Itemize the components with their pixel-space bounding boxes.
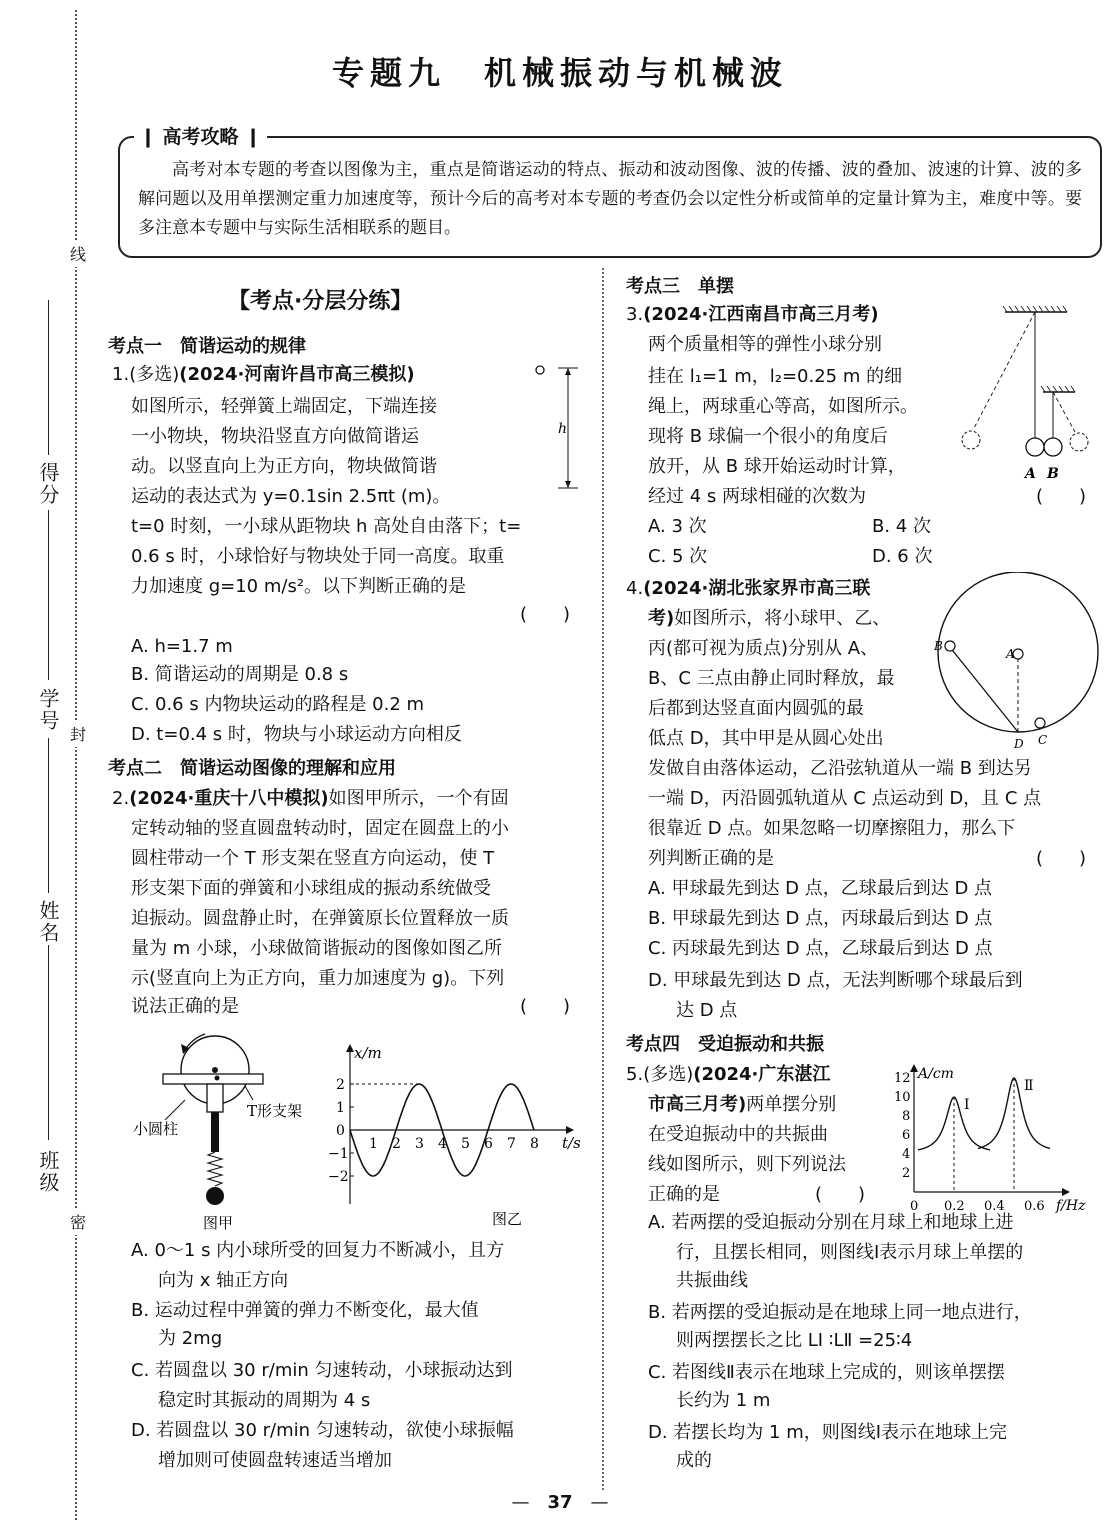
class-field[interactable] xyxy=(48,945,49,1140)
section-heading: 【考点·分层分练】 xyxy=(228,289,413,314)
chart1-xtick-6: 6 xyxy=(484,1136,493,1152)
chart2-ytick-1: 10 xyxy=(894,1090,911,1105)
q5-option-a-2: 行，且摆长相同，则图线Ⅰ表示月球上单摆的 xyxy=(676,1242,1024,1263)
q1-header xyxy=(112,360,415,390)
q4-line-3: B、C 三点由静止同时释放，最 xyxy=(648,668,895,689)
q4-source-2: 考) xyxy=(648,608,675,629)
q4-line-6: 发做自由落体运动，乙沿弦轨道从一端 B 到达另 xyxy=(648,758,1032,779)
q4-num: 4. xyxy=(626,578,644,599)
chart2-ytick-5: 2 xyxy=(902,1166,911,1181)
q1-line-4: 运动的表达式为 y=0.1sin 2.5πt (m)。 xyxy=(131,486,451,507)
name-label: 姓名 xyxy=(36,900,60,944)
q2-fig-a-caption: 图甲 xyxy=(203,1214,234,1232)
q3-header xyxy=(626,300,879,330)
kp4-heading: 考点四 受迫振动和共振 xyxy=(626,1034,824,1055)
id-label: 学号 xyxy=(36,688,60,732)
q4-line-1: 如图所示，将小球甲、乙、 xyxy=(674,608,891,629)
chart2-ytick-0: 12 xyxy=(894,1071,911,1086)
q2-line-7: 示(竖直向上为正方向，重力加速度为 g)。下列 xyxy=(131,968,505,989)
page-number-row xyxy=(0,1492,1120,1513)
q2-answer-blank[interactable]: ( ) xyxy=(520,996,571,1017)
strategy-label-text: 高考攻略 xyxy=(162,126,239,148)
q5-resonance-chart xyxy=(888,1062,1098,1214)
q4-answer-blank[interactable]: ( ) xyxy=(1036,848,1087,869)
chart1-ytick-0: 2 xyxy=(336,1077,345,1093)
chart2-ytick-3: 6 xyxy=(902,1128,911,1143)
chart1-xtick-8: 8 xyxy=(530,1136,539,1152)
q4-line-7: 一端 D，丙沿圆弧轨道从 C 点运动到 D，且 C 点 xyxy=(648,788,1042,809)
kp2-heading: 考点二 简谐运动图像的理解和应用 xyxy=(108,758,396,779)
q5-header xyxy=(626,1060,830,1090)
chart2-ytick-2: 8 xyxy=(902,1109,911,1124)
seal-close-char: 密 xyxy=(70,1208,86,1235)
q4-point-b: B xyxy=(934,639,943,653)
seal-line-char: 线 xyxy=(70,240,86,267)
chart1-ytick-1: 1 xyxy=(336,1100,345,1116)
q1-line-6: 0.6 s 时，小球恰好与物块处于同一高度。取重 xyxy=(131,546,505,567)
q5-source-1: (2024·广东湛江 xyxy=(693,1064,831,1085)
q5-option-a-1[interactable]: A. 若两摆的受迫振动分别在月球上和地球上进 xyxy=(648,1212,1014,1233)
strategy-label: ❙ 高考攻略 ❙ xyxy=(134,122,267,149)
q1-line-3: 动。以竖直向上为正方向，物块做简谐 xyxy=(131,456,437,477)
q4-option-d-2: 达 D 点 xyxy=(676,1000,738,1021)
binding-line xyxy=(75,10,77,1520)
chart2-ylabel: A/cm xyxy=(918,1066,954,1082)
page-dash-right: — xyxy=(590,1492,609,1513)
q2-num: 2. xyxy=(112,788,130,809)
q4-option-c[interactable]: C. 丙球最先到达 D 点，乙球最后到达 D 点 xyxy=(648,938,993,959)
q3-line-4: 现将 B 球偏一个很小的角度后 xyxy=(648,426,888,447)
q5-option-d-2: 成的 xyxy=(676,1450,712,1471)
chart2-xlabel: f/Hz xyxy=(1056,1198,1086,1214)
chart1-ytick-2: 0 xyxy=(336,1123,345,1139)
q2-line-4: 形支架下面的弹簧和小球组成的振动系统做受 xyxy=(131,878,491,899)
chart2-xtick-1: 0.2 xyxy=(944,1199,965,1214)
q1-option-c[interactable]: C. 0.6 s 内物块运动的路程是 0.2 m xyxy=(131,694,425,715)
q3-option-d[interactable]: D. 6 次 xyxy=(872,546,933,567)
q1-source: (2024·河南许昌市高三模拟) xyxy=(179,364,415,385)
chart1-xtick-4: 4 xyxy=(438,1136,447,1152)
page-title: 专题九 机械振动与机械波 xyxy=(331,54,788,92)
q3-option-c[interactable]: C. 5 次 xyxy=(648,546,708,567)
q1-option-d[interactable]: D. t=0.4 s 时，物块与小球运动方向相反 xyxy=(131,724,462,745)
chart1-ylabel: x/m xyxy=(354,1044,382,1062)
chart1-xtick-5: 5 xyxy=(461,1136,470,1152)
chart1-xtick-2: 2 xyxy=(392,1136,401,1152)
q2-line-1: 如图甲所示，一个有固 xyxy=(328,788,509,809)
q2-option-d-2: 增加则可使圆盘转速适当增加 xyxy=(158,1450,392,1471)
q2-line-2: 定转动轴的竖直圆盘转动时，固定在圆盘上的小 xyxy=(131,818,509,839)
q5-line-1-wrap xyxy=(648,1090,836,1120)
q5-line-3: 线如图所示，则下列说法 xyxy=(648,1154,846,1175)
chart2-xtick-2: 0.4 xyxy=(984,1199,1005,1214)
q5-num: 5. xyxy=(626,1064,644,1085)
q4-line-8: 很靠近 D 点。如果忽略一切摩擦阻力，那么下 xyxy=(648,818,1016,839)
q2-option-d-1[interactable]: D. 若圆盘以 30 r/min 匀速转动，欲使小球振幅 xyxy=(131,1420,514,1441)
q5-line-4: 正确的是 xyxy=(648,1184,720,1205)
q1-line-1: 如图所示，轻弹簧上端固定，下端连接 xyxy=(131,396,437,417)
q3-fig-a-label: A xyxy=(1025,466,1036,482)
class-label: 班级 xyxy=(36,1150,60,1194)
q4-option-b[interactable]: B. 甲球最先到达 D 点，丙球最后到达 D 点 xyxy=(648,908,993,929)
chart2-series-label-1: Ⅱ xyxy=(1024,1078,1034,1094)
q4-line-1-wrap xyxy=(648,604,890,634)
chart1-xtick-3: 3 xyxy=(415,1136,424,1152)
q2-fig-cylinder-label: 小圆柱 xyxy=(133,1120,179,1138)
id-field[interactable] xyxy=(48,510,49,680)
q5-option-d-1[interactable]: D. 若摆长均为 1 m，则图线Ⅰ表示在地球上完 xyxy=(648,1422,1008,1443)
name-field[interactable] xyxy=(48,738,49,893)
q5-multi: (多选) xyxy=(643,1064,694,1085)
q5-source-2: 市高三月考) xyxy=(648,1094,747,1115)
q4-point-d: D xyxy=(1014,737,1024,751)
q1-line-2: 一小物块，物块沿竖直方向做简谐运 xyxy=(131,426,419,447)
q3-source: (2024·江西南昌市高三月考) xyxy=(643,304,879,325)
q1-line-7: 力加速度 g=10 m/s²。以下判断正确的是 xyxy=(131,576,467,597)
q4-line-9: 列判断正确的是 xyxy=(648,848,774,869)
q3-option-a[interactable]: A. 3 次 xyxy=(648,516,707,537)
seal-seal-char: 封 xyxy=(70,720,86,747)
q3-option-b[interactable]: B. 4 次 xyxy=(872,516,931,537)
q2-line-3: 圆柱带动一个 T 形支架在竖直方向运动，使 T xyxy=(131,848,495,869)
page-number: 37 xyxy=(547,1492,573,1513)
q2-figure-a xyxy=(125,1030,325,1235)
q4-option-a[interactable]: A. 甲球最先到达 D 点，乙球最后到达 D 点 xyxy=(648,878,993,899)
q2-option-b-1[interactable]: B. 运动过程中弹簧的弹力不断变化，最大值 xyxy=(131,1300,479,1321)
chart1-xtick-1: 1 xyxy=(369,1136,378,1152)
q4-line-4: 后都到达竖直面内圆弧的最 xyxy=(648,698,864,719)
q3-answer-blank[interactable]: ( ) xyxy=(1036,486,1087,507)
q3-line-5: 放开，从 B 球开始运动时计算， xyxy=(648,456,906,477)
q2-figure-b-chart xyxy=(320,1038,590,1238)
q1-spring-figure xyxy=(528,360,598,495)
q2-option-c-2: 稳定时其振动的周期为 4 s xyxy=(158,1390,371,1411)
q4-header xyxy=(626,574,870,604)
q3-num: 3. xyxy=(626,304,644,325)
q1-line-5: t=0 时刻，一小球从距物块 h 高处自由落下；t= xyxy=(131,516,522,537)
q2-option-a-2: 向为 x 轴正方向 xyxy=(158,1270,289,1291)
q2-header xyxy=(112,784,509,814)
q5-answer-blank[interactable]: ( ) xyxy=(815,1184,866,1205)
chart1-xlabel: t/s xyxy=(562,1134,581,1152)
q5-option-c-2: 长约为 1 m xyxy=(676,1390,771,1411)
q5-option-c-1[interactable]: C. 若图线Ⅱ表示在地球上完成的，则该单摆摆 xyxy=(648,1362,1005,1383)
q4-line-2: 丙(都可视为质点)分别从 A、 xyxy=(648,638,879,659)
chart2-xtick-0: 0 xyxy=(910,1199,919,1214)
q3-line-2: 挂在 l₁=1 m，l₂=0.25 m 的细 xyxy=(648,366,903,387)
q4-circle-figure xyxy=(930,572,1100,752)
q1-fig-h-label: h xyxy=(558,421,568,437)
q5-option-b-2: 则两摆摆长之比 LⅠ ∶LⅡ =25∶4 xyxy=(676,1330,913,1351)
score-field[interactable] xyxy=(48,300,49,455)
column-divider xyxy=(602,268,604,1490)
q4-line-5: 低点 D，其中甲是从圆心处出 xyxy=(648,728,884,749)
q2-fig-bracket-label: T形支架 xyxy=(247,1102,303,1120)
chart2-xtick-3: 0.6 xyxy=(1024,1199,1045,1214)
page-dash-left: — xyxy=(511,1492,530,1513)
q5-option-b-1[interactable]: B. 若两摆的受迫振动是在地球上同一地点进行， xyxy=(648,1302,1032,1323)
chart2-ytick-4: 4 xyxy=(902,1147,911,1162)
q5-line-2: 在受迫振动中的共振曲 xyxy=(648,1124,828,1145)
kp3-heading: 考点三 单摆 xyxy=(626,276,734,297)
q1-answer-blank[interactable]: ( ) xyxy=(520,604,571,625)
chart1-xtick-7: 7 xyxy=(507,1136,516,1152)
q2-source: (2024·重庆十八中模拟) xyxy=(129,788,329,809)
q3-pendulum-figure xyxy=(955,300,1105,490)
q3-line-1: 两个质量相等的弹性小球分别 xyxy=(648,334,882,355)
q5-option-a-3: 共振曲线 xyxy=(676,1270,748,1291)
q2-option-c-1[interactable]: C. 若圆盘以 30 r/min 匀速转动，小球振动达到 xyxy=(131,1360,513,1381)
q2-option-b-2: 为 2mg xyxy=(158,1328,223,1349)
chart2-series-label-0: Ⅰ xyxy=(964,1097,970,1113)
q1-option-a[interactable]: A. h=1.7 m xyxy=(131,636,233,657)
chart1-ytick-4: −2 xyxy=(328,1169,349,1185)
q3-line-3: 绳上，两球重心等高，如图所示。 xyxy=(648,396,918,417)
q2-fig-b-caption: 图乙 xyxy=(492,1210,523,1228)
q4-point-a: A xyxy=(1006,647,1015,661)
q5-line-1: 两单摆分别 xyxy=(746,1094,837,1115)
q2-line-6: 量为 m 小球，小球做简谐振动的图像如图乙所 xyxy=(131,938,502,959)
strategy-text: 高考对本专题的考查以图像为主，重点是简谐运动的特点、振动和波动图像、波的传播、波的叠加、波速的计算、波的多解问题以及用单摆测定重力加速度等，预计今后的高考对本专题的考查仍会以定性分析或简单的定量计算为主，难度中等。要多注意本专题中与实际生活相联系的题目。 xyxy=(138,160,1082,238)
q4-point-c: C xyxy=(1038,733,1048,747)
q4-source-1: (2024·湖北张家界市高三联 xyxy=(643,578,871,599)
q2-option-a-1[interactable]: A. 0～1 s 内小球所受的回复力不断减小，且方 xyxy=(131,1240,505,1261)
q3-fig-b-label: B xyxy=(1047,466,1059,482)
kp1-heading: 考点一 简谐运动的规律 xyxy=(108,336,306,357)
q2-line-5: 迫振动。圆盘静止时，在弹簧原长位置释放一质 xyxy=(131,908,509,929)
q1-multi: (多选) xyxy=(129,364,180,385)
q2-line-8: 说法正确的是 xyxy=(131,996,239,1017)
q1-num: 1. xyxy=(112,364,130,385)
q1-option-b[interactable]: B. 简谐运动的周期是 0.8 s xyxy=(131,664,349,685)
q3-line-6: 经过 4 s 两球相碰的次数为 xyxy=(648,486,866,507)
score-label: 得分 xyxy=(36,462,60,506)
chart1-ytick-3: −1 xyxy=(328,1146,349,1162)
q4-option-d-1[interactable]: D. 甲球最先到达 D 点，无法判断哪个球最后到 xyxy=(648,970,1023,991)
